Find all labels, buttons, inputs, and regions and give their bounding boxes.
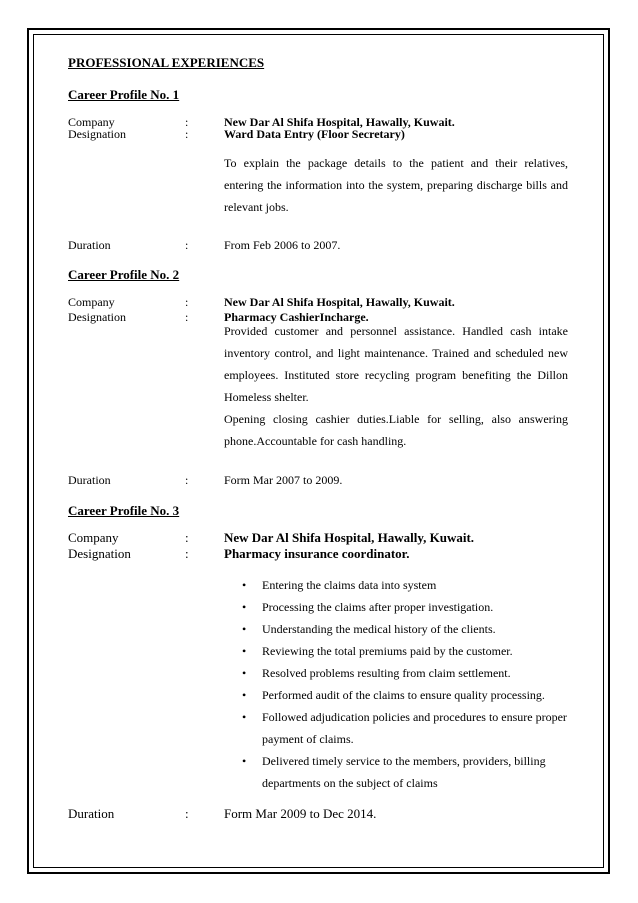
- profile3-designation-label: Designation: [68, 546, 131, 561]
- profile3-company-value: New Dar Al Shifa Hospital, Hawally, Kuwait.: [224, 530, 475, 545]
- profile1-company-value: New Dar Al Shifa Hospital, Hawally, Kuwait.: [224, 115, 455, 129]
- profile2-description-2: Opening closing cashier duties.Liable for selling, also answering phone.Accountable for cash handling.: [224, 412, 568, 448]
- list-item: [240, 574, 570, 596]
- bullet-icon: •: [242, 622, 247, 636]
- bullet-icon: •: [242, 666, 247, 680]
- profile1-designation-label: Designation: [68, 127, 126, 141]
- bullet-icon: •: [242, 754, 247, 768]
- profile2-designation-value: Pharmacy CashierIncharge.: [224, 310, 369, 324]
- list-item: [240, 640, 570, 662]
- profile3-title: Career Profile No. 3: [68, 503, 180, 518]
- profile3-duration-label: Duration: [68, 806, 115, 821]
- duty-text: Performed audit of the claims to ensure quality processing.: [262, 688, 545, 702]
- section-title: PROFESSIONAL EXPERIENCES: [68, 55, 265, 70]
- duty-text: Followed adjudication policies and procedures to ensure proper payment of claims.: [262, 710, 567, 746]
- profile3-company-colon: :: [185, 530, 189, 545]
- profile1-duration-colon: :: [185, 238, 189, 252]
- profile1-company-colon: :: [185, 115, 189, 129]
- profile3-designation-value: Pharmacy insurance coordinator.: [224, 546, 410, 561]
- bullet-icon: •: [242, 578, 247, 592]
- profile3-duration-colon: :: [185, 806, 189, 821]
- profile1-designation-colon: :: [185, 127, 189, 141]
- profile2-duration-label: Duration: [68, 473, 111, 487]
- list-item: [240, 750, 570, 794]
- profile1-title: Career Profile No. 1: [68, 87, 180, 102]
- profile1-description: To explain the package details to the patient and their relatives, entering the information into the system, preparing discharge bills and relevant jobs.: [224, 156, 568, 214]
- profile2-description-1: Provided customer and personnel assistance. Handled cash intake inventory control, and light maintenance. Trained and scheduled new employees. Instituted store recycling program benefiting the Dillon Homeless shelter.: [224, 324, 568, 404]
- duty-text: Understanding the medical history of the clients.: [262, 622, 496, 636]
- list-item: [240, 662, 570, 684]
- duty-text: Resolved problems resulting from claim settlement.: [262, 666, 511, 680]
- list-item: [240, 596, 570, 618]
- profile3-duties-list: [240, 574, 570, 794]
- list-item: [240, 684, 570, 706]
- list-item: [240, 618, 570, 640]
- profile3-duration-value: Form Mar 2009 to Dec 2014.: [224, 806, 377, 821]
- profile2-duration-colon: :: [185, 473, 189, 487]
- profile2-designation-label: Designation: [68, 310, 126, 324]
- bullet-icon: •: [242, 600, 247, 614]
- duty-text: Processing the claims after proper investigation.: [262, 600, 494, 614]
- duty-text: Entering the claims data into system: [262, 578, 437, 592]
- bullet-icon: •: [242, 710, 247, 724]
- profile2-company-label: Company: [68, 295, 115, 309]
- bullet-icon: •: [242, 688, 247, 702]
- duty-text: Delivered timely service to the members, providers, billing departments on the subject of claims: [262, 754, 546, 790]
- profile2-title: Career Profile No. 2: [68, 267, 180, 282]
- profile3-company-label: Company: [68, 530, 119, 545]
- profile1-designation-value: Ward Data Entry (Floor Secretary): [224, 127, 405, 141]
- profile1-company-label: Company: [68, 115, 115, 129]
- profile3-designation-colon: :: [185, 546, 189, 561]
- duty-text: Reviewing the total premiums paid by the customer.: [262, 644, 513, 658]
- profile1-duration-value: From Feb 2006 to 2007.: [224, 238, 341, 252]
- profile2-company-value: New Dar Al Shifa Hospital, Hawally, Kuwait.: [224, 295, 455, 309]
- profile1-duration-label: Duration: [68, 238, 111, 252]
- profile2-company-colon: :: [185, 295, 189, 309]
- profile2-designation-colon: :: [185, 310, 189, 324]
- bullet-icon: •: [242, 644, 247, 658]
- profile2-duration-value: Form Mar 2007 to 2009.: [224, 473, 343, 487]
- list-item: [240, 706, 570, 750]
